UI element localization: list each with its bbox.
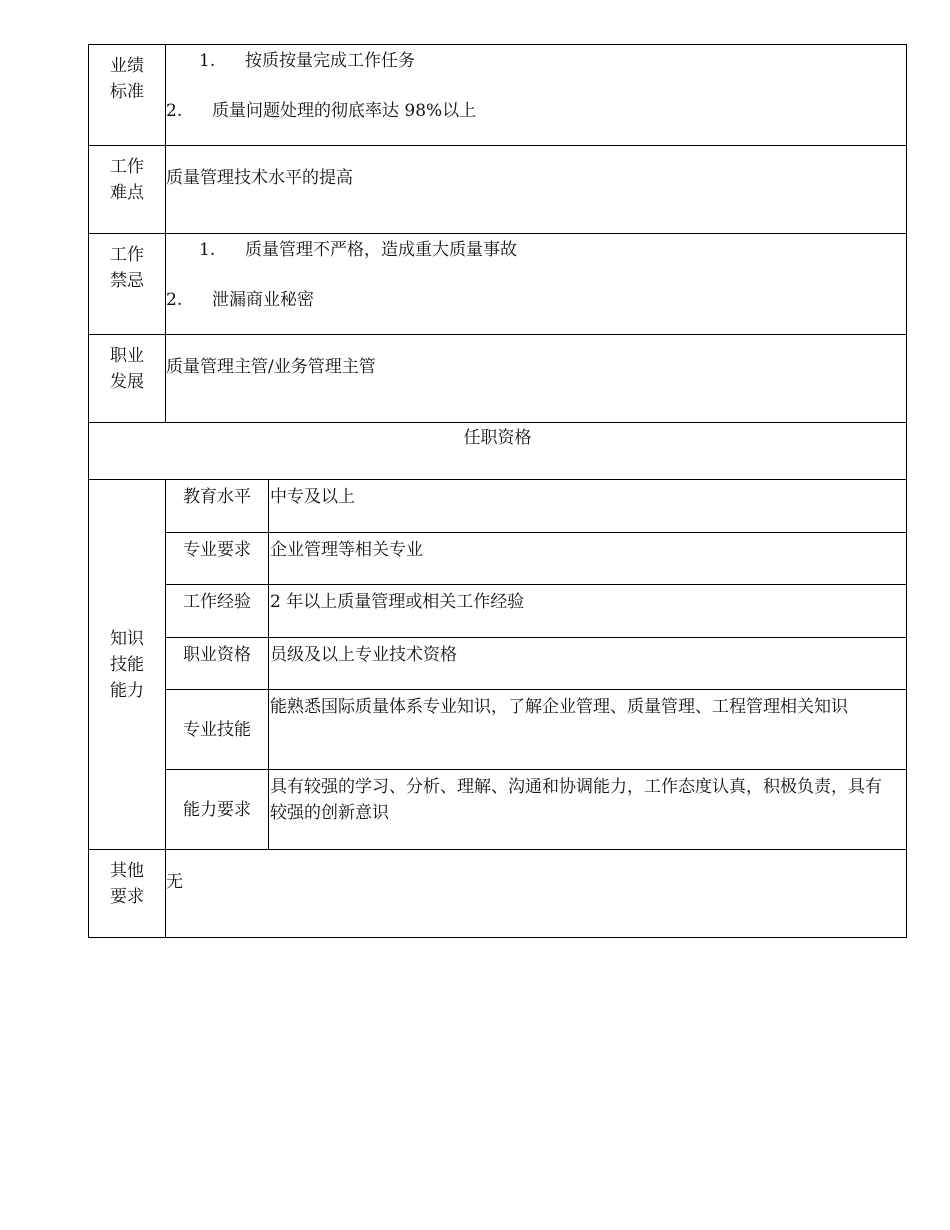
label-performance-standard xyxy=(89,45,166,146)
label-line: 能力 xyxy=(110,680,144,701)
qualification-value: 2 年以上质量管理或相关工作经验 xyxy=(269,585,907,638)
content-other-requirements xyxy=(166,850,907,938)
qualification-label: 工作经验 xyxy=(166,585,269,638)
content-performance-standard xyxy=(166,45,907,146)
list-text: 质量管理不严格，造成重大质量事故 xyxy=(245,240,517,260)
list-number: 2. xyxy=(166,290,183,310)
label-line: 要求 xyxy=(110,887,144,907)
qualification-value: 能熟悉国际质量体系专业知识，了解企业管理、质量管理、工程管理相关知识 xyxy=(269,690,907,770)
content-career-development xyxy=(166,335,907,423)
list-text: 质量问题处理的彻底率达 98%以上 xyxy=(212,101,477,121)
qualification-value: 中专及以上 xyxy=(269,480,907,533)
row-performance-standard xyxy=(89,45,907,146)
list-item xyxy=(166,98,906,124)
label-line: 知识 xyxy=(110,628,144,649)
list-item xyxy=(166,237,906,263)
label-knowledge-skill-ability xyxy=(89,480,166,850)
content-text: 无 xyxy=(166,872,183,892)
label-line: 业绩 xyxy=(110,56,144,76)
qualification-value: 员级及以上专业技术资格 xyxy=(269,638,907,690)
qualification-row xyxy=(89,638,907,690)
list-number: 1. xyxy=(199,240,216,260)
label-work-taboo xyxy=(89,234,166,335)
section-title: 任职资格 xyxy=(89,423,907,480)
label-line: 禁忌 xyxy=(110,271,144,291)
list-number: 2. xyxy=(166,101,183,121)
row-work-taboo xyxy=(89,234,907,335)
qualification-row xyxy=(89,480,907,533)
qualification-row xyxy=(89,533,907,585)
label-line: 其他 xyxy=(110,861,144,881)
qualification-row xyxy=(89,770,907,850)
row-other-requirements xyxy=(89,850,907,938)
qualification-label: 能力要求 xyxy=(166,770,269,850)
qualification-label: 职业资格 xyxy=(166,638,269,690)
list-item xyxy=(166,287,906,313)
list-item xyxy=(166,48,906,74)
label-line: 难点 xyxy=(110,183,144,203)
label-other-requirements xyxy=(89,850,166,938)
qualification-label: 专业技能 xyxy=(166,690,269,770)
list-text: 按质按量完成工作任务 xyxy=(245,51,415,71)
label-line: 发展 xyxy=(110,372,144,392)
label-line: 职业 xyxy=(110,346,144,366)
row-work-difficulty xyxy=(89,146,907,234)
row-career-development xyxy=(89,335,907,423)
content-text: 质量管理主管/业务管理主管 xyxy=(166,357,376,377)
qualification-label: 教育水平 xyxy=(166,480,269,533)
qualification-row xyxy=(89,585,907,638)
label-line: 技能 xyxy=(110,654,144,675)
content-work-taboo xyxy=(166,234,907,335)
qualification-row xyxy=(89,690,907,770)
job-description-table xyxy=(88,44,907,938)
qualification-label: 专业要求 xyxy=(166,533,269,585)
content-work-difficulty xyxy=(166,146,907,234)
label-line: 工作 xyxy=(110,157,144,177)
label-career-development xyxy=(89,335,166,423)
qualification-value: 具有较强的学习、分析、理解、沟通和协调能力，工作态度认真，积极负责，具有较强的创新意识 xyxy=(269,770,907,850)
qualification-value: 企业管理等相关专业 xyxy=(269,533,907,585)
list-text: 泄漏商业秘密 xyxy=(212,290,314,310)
content-text: 质量管理技术水平的提高 xyxy=(166,168,353,188)
label-line: 工作 xyxy=(110,245,144,265)
label-work-difficulty xyxy=(89,146,166,234)
row-qualification-title xyxy=(89,423,907,480)
list-number: 1. xyxy=(199,51,216,71)
label-line: 标准 xyxy=(110,82,144,102)
